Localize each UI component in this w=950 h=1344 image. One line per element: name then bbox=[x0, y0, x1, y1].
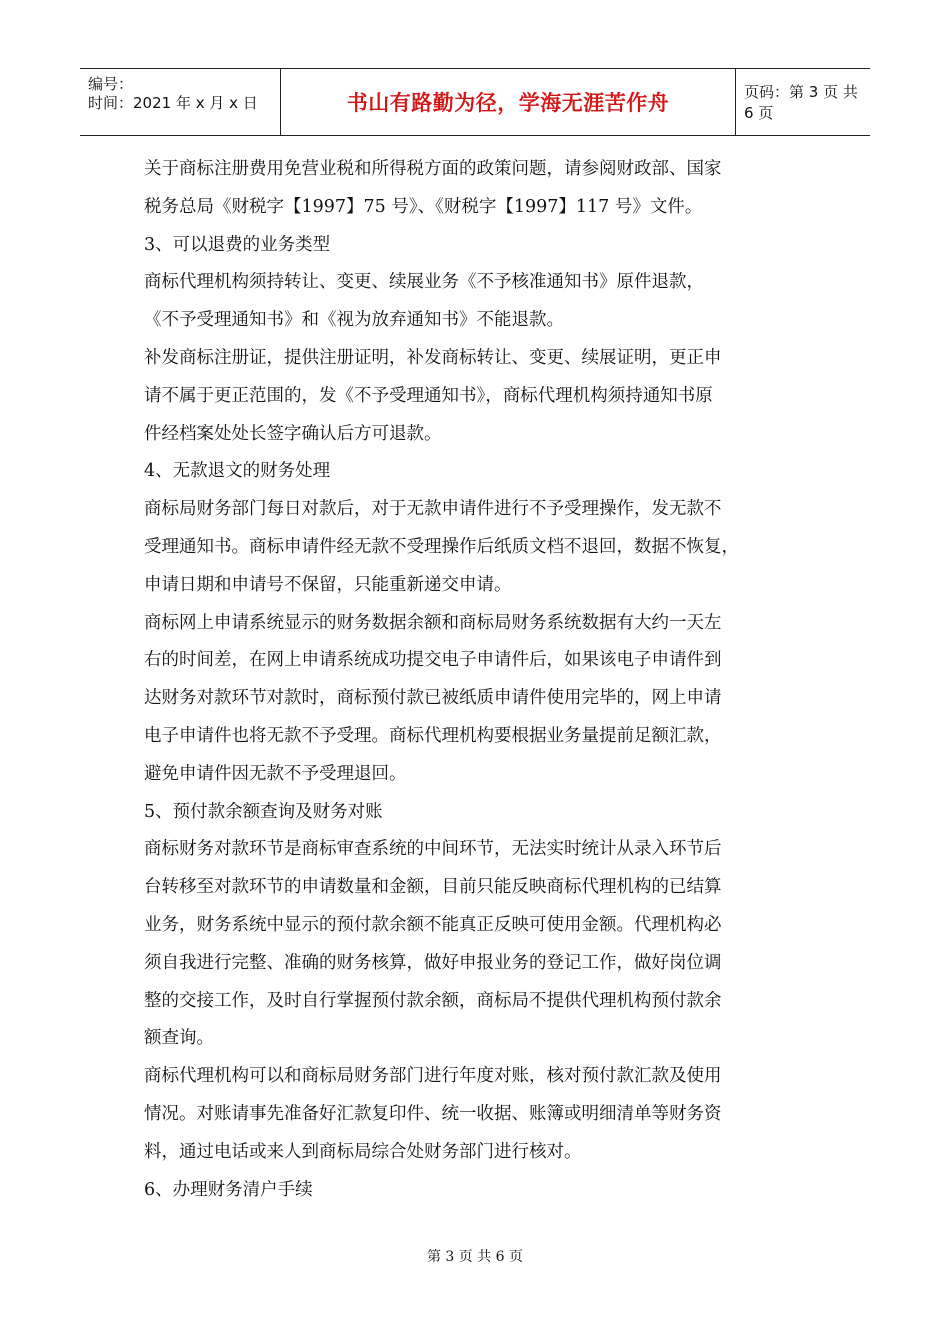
body-line: 5、预付款余额查询及财务对账 bbox=[144, 801, 383, 822]
body-line: 达财务对款环节对款时，商标预付款已被纸质申请件使用完毕的，网上申请 bbox=[144, 688, 722, 709]
motto-text: 书山有路勤为径，学海无涯苦作舟 bbox=[346, 91, 670, 115]
body-line: 商标财务对款环节是商标审查系统的中间环节，无法实时统计从录入环节后 bbox=[144, 839, 722, 860]
body-line: 额查询。 bbox=[144, 1028, 214, 1049]
body-line: 商标代理机构可以和商标局财务部门进行年度对账，核对预付款汇款及使用 bbox=[144, 1066, 722, 1087]
body-line: 税务总局《财税字【1997】75 号》、《财税字【1997】117 号》文件。 bbox=[144, 196, 703, 217]
body-line: 商标代理机构须持转让、变更、续展业务《不予核准通知书》原件退款， bbox=[144, 272, 704, 293]
body-line: 件经档案处处长签字确认后方可退款。 bbox=[144, 423, 442, 444]
document-body bbox=[144, 151, 816, 1209]
body-line: 电子申请件也将无款不予受理。商标代理机构要根据业务量提前足额汇款， bbox=[144, 725, 722, 746]
header-meta-cell bbox=[80, 69, 281, 135]
body-line: 补发商标注册证，提供注册证明，补发商标转让、变更、续展证明，更正申 bbox=[144, 347, 722, 368]
body-line: 6、办理财务清户手续 bbox=[144, 1179, 313, 1200]
body-line: 3、可以退费的业务类型 bbox=[144, 234, 331, 255]
page-code: 页码：第 3 页 共 6 页 bbox=[744, 83, 858, 122]
page-header bbox=[80, 68, 870, 136]
time-label: 时间：2021 年 x 月 x 日 bbox=[88, 94, 258, 112]
body-line: 右的时间差，在网上申请系统成功提交电子申请件后，如果该电子申请件到 bbox=[144, 650, 722, 671]
footer-page-number: 第 3 页 共 6 页 bbox=[426, 1249, 524, 1265]
body-line: 整的交接工作，及时自行掌握预付款余额，商标局不提供代理机构预付款余 bbox=[144, 990, 722, 1011]
header-motto-cell bbox=[281, 69, 736, 135]
body-line: 台转移至对款环节的申请数量和金额，目前只能反映商标代理机构的已结算 bbox=[144, 877, 722, 898]
body-line: 情况。对账请事先准备好汇款复印件、统一收据、账簿或明细清单等财务资 bbox=[144, 1103, 722, 1124]
body-line: 关于商标注册费用免营业税和所得税方面的政策问题，请参阅财政部、国家 bbox=[144, 159, 722, 179]
body-line: 避免申请件因无款不予受理退回。 bbox=[144, 763, 407, 784]
body-line: 业务，财务系统中显示的预付款余额不能真正反映可使用金额。代理机构必 bbox=[144, 914, 722, 935]
body-line: 受理通知书。商标申请件经无款不受理操作后纸质文档不退回，数据不恢复， bbox=[144, 536, 739, 557]
body-line: 4、无款退文的财务处理 bbox=[144, 461, 331, 482]
body-line: 请不属于更正范围的，发《不予受理通知书》，商标代理机构须持通知书原 bbox=[144, 385, 713, 406]
page-footer bbox=[0, 1246, 950, 1266]
body-line: 须自我进行完整、准确的财务核算，做好申报业务的登记工作，做好岗位调 bbox=[144, 952, 722, 973]
number-label: 编号： bbox=[88, 75, 134, 93]
body-line: 商标网上申请系统显示的财务数据余额和商标局财务系统数据有大约一天左 bbox=[144, 612, 722, 633]
body-line: 料，通过电话或来人到商标局综合处财务部门进行核对。 bbox=[144, 1141, 582, 1162]
body-line: 申请日期和申请号不保留，只能重新递交申请。 bbox=[144, 574, 512, 595]
header-page-cell bbox=[736, 69, 870, 135]
body-line: 《不予受理通知书》和《视为放弃通知书》不能退款。 bbox=[144, 310, 564, 331]
body-line: 商标局财务部门每日对款后，对于无款申请件进行不予受理操作，发无款不 bbox=[144, 499, 722, 520]
